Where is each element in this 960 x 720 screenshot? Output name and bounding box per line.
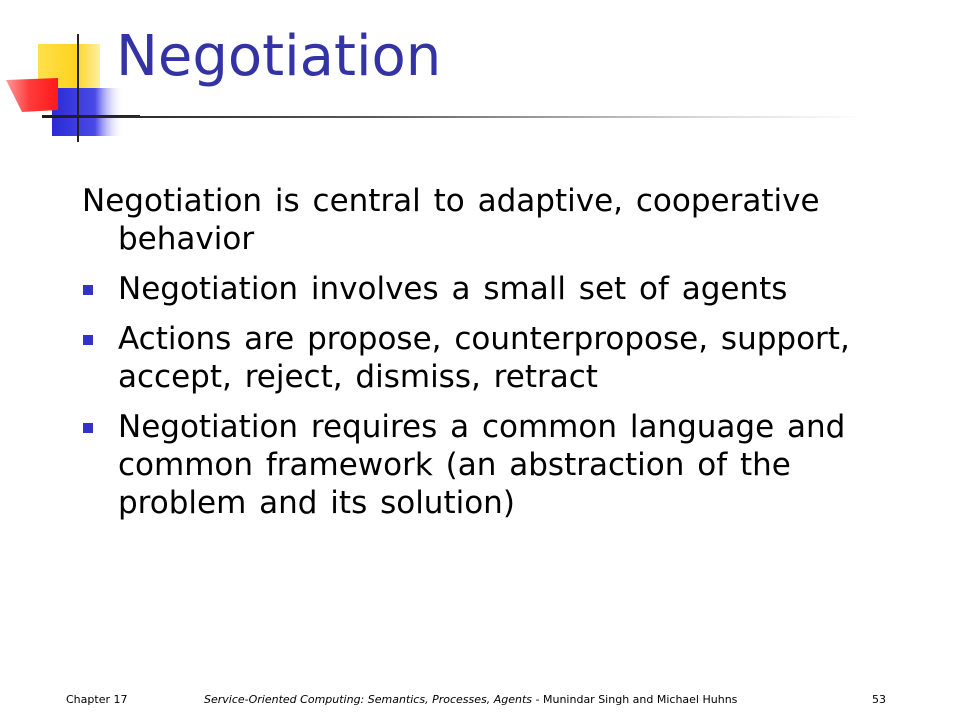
footer-authors: - Munindar Singh and Michael Huhns xyxy=(532,693,738,706)
slide-title: Negotiation xyxy=(116,24,442,89)
bullet-item xyxy=(82,270,882,308)
footer-book-title: Service-Oriented Computing: Semantics, Processes, Agents xyxy=(204,693,533,706)
footer-page-number: 53 xyxy=(872,693,886,706)
footer-citation xyxy=(204,693,737,707)
slide-body xyxy=(82,182,882,534)
bullet-list xyxy=(82,270,882,522)
lead-paragraph: Negotiation is central to adaptive, cooperative behavior xyxy=(82,183,820,257)
square-bullet-icon xyxy=(83,285,93,295)
bullet-text: Negotiation involves a small set of agents xyxy=(118,271,788,307)
footer-chapter: Chapter 17 xyxy=(66,693,128,706)
square-bullet-icon xyxy=(83,335,93,345)
square-bullet-icon xyxy=(83,423,93,433)
bullet-item xyxy=(82,408,882,522)
title-underline xyxy=(42,116,866,118)
bullet-text: Negotiation requires a common language and common framework (an abstraction of the problem and its solution) xyxy=(118,409,846,521)
bullet-text: Actions are propose, counterpropose, support, accept, reject, dismiss, retract xyxy=(118,321,850,395)
bullet-item xyxy=(82,320,882,396)
